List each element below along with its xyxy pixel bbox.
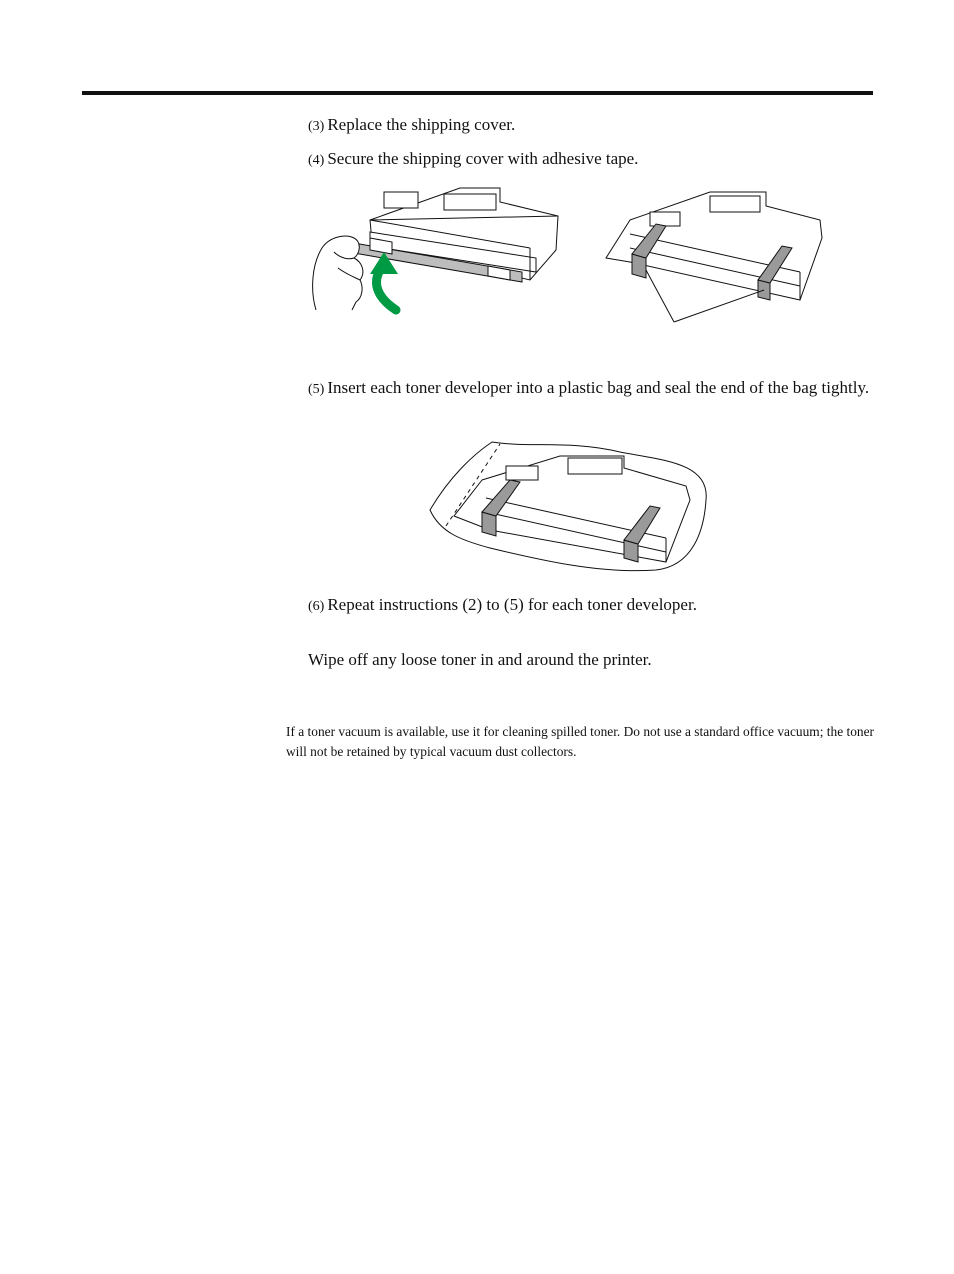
- step-5-text: Insert each toner developer into a plastic bag and seal the end of the bag tightly.: [327, 378, 870, 397]
- green-arrow-icon: [370, 252, 398, 310]
- step-4: [308, 146, 638, 174]
- step-4-number: (4): [308, 153, 325, 168]
- step-3-text: Replace the shipping cover.: [327, 115, 516, 134]
- step-5-number: (5): [308, 382, 325, 397]
- wipe-instruction: Wipe off any loose toner in and around the printer.: [308, 650, 652, 669]
- step-3: [308, 112, 515, 140]
- header-rule: [82, 91, 873, 95]
- illustration-plastic-bag: [420, 436, 720, 576]
- vacuum-note: If a toner vacuum is available, use it for cleaning spilled toner. Do not use a standard office vacuum; the toner will not be retained by typical vacuum dust collectors.: [286, 724, 875, 759]
- step-6-text: Repeat instructions (2) to (5) for each toner developer.: [327, 595, 697, 614]
- step-4-text: Secure the shipping cover with adhesive tape.: [327, 149, 639, 168]
- illustration-replace-and-tape: [300, 180, 840, 330]
- step-5: [308, 375, 892, 403]
- step-3-number: (3): [308, 119, 325, 134]
- hand-icon: [313, 236, 363, 310]
- step-6-number: (6): [308, 599, 325, 614]
- step-6: [308, 592, 697, 620]
